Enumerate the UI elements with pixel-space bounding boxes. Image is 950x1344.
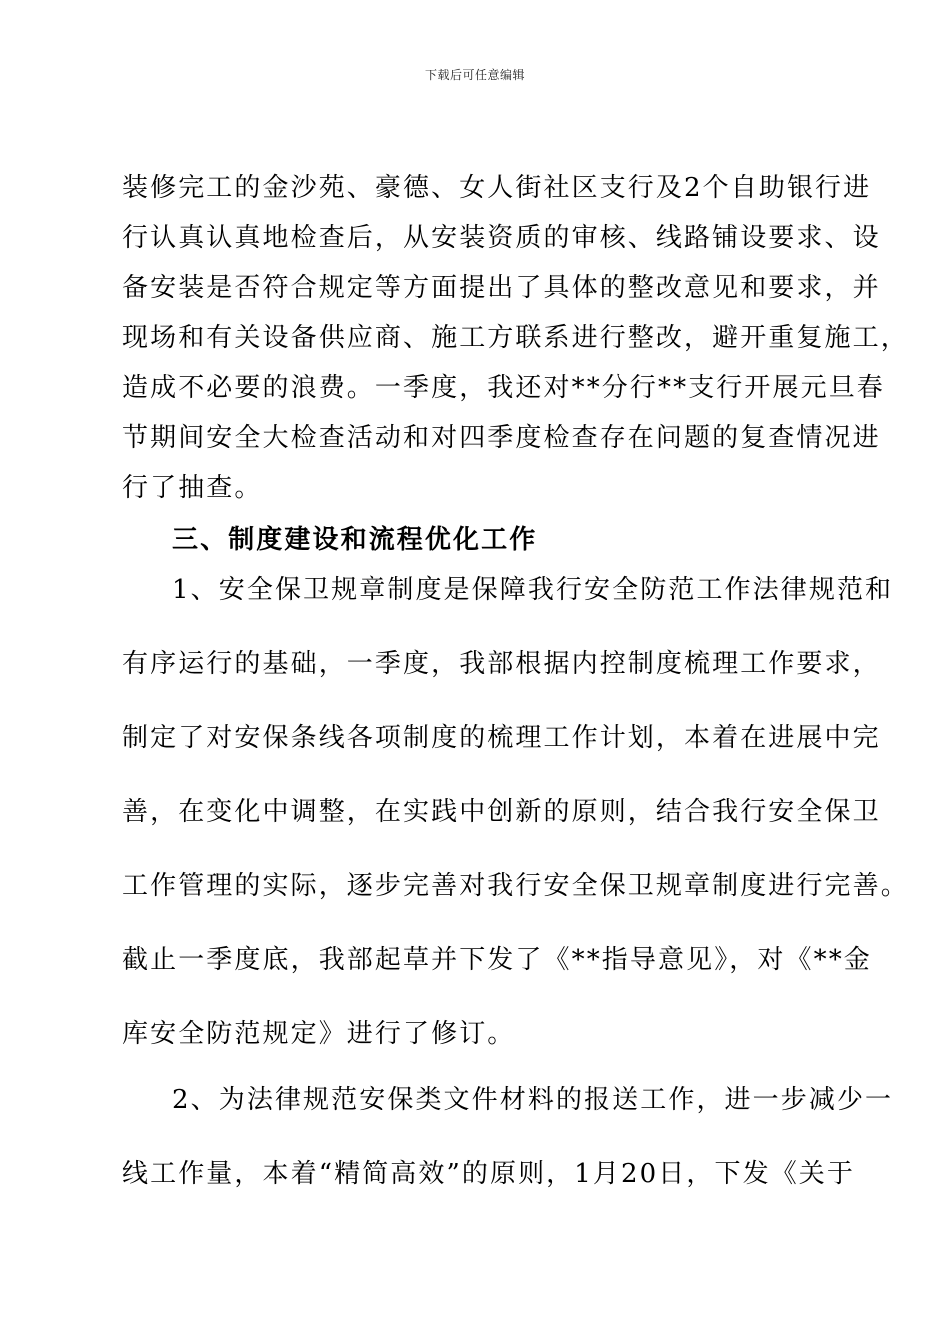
paragraph-line: 制定了对安保条线各项制度的梳理工作计划，本着在进展中完	[122, 723, 881, 753]
paragraph-line: 造成不必要的浪费。一季度，我还对**分行**支行开展元旦春	[122, 373, 885, 403]
paragraph-line: 工作管理的实际，逐步完善对我行安全保卫规章制度进行完善。	[122, 871, 909, 901]
paragraph-line: 1、安全保卫规章制度是保障我行安全防范工作法律规范和	[172, 575, 894, 605]
paragraph-line: 行认真认真地检查后，从安装资质的审核、线路铺设要求、设	[122, 223, 881, 253]
paragraph-line: 2、为法律规范安保类文件材料的报送工作，进一步减少一	[172, 1085, 894, 1115]
section-heading: 三、制度建设和流程优化工作	[172, 525, 538, 555]
paragraph-line: 现场和有关设备供应商、施工方联系进行整改，避开重复施工，	[122, 323, 909, 353]
download-note: 下载后可任意编辑	[424, 68, 525, 82]
paragraph-line: 节期间安全大检查活动和对四季度检查存在问题的复查情况进	[122, 423, 881, 453]
paragraph-line: 库安全防范规定》进行了修订。	[122, 1019, 516, 1049]
paragraph-line: 线工作量，本着“精简高效”的原则，1月20日，下发《关于	[122, 1159, 856, 1189]
paragraph-line: 有序运行的基础，一季度，我部根据内控制度梳理工作要求，	[122, 649, 881, 679]
paragraph-line: 装修完工的金沙苑、豪德、女人街社区支行及2个自助银行进	[122, 173, 872, 203]
paragraph-line: 截止一季度底，我部起草并下发了《**指导意见》，对《**金	[122, 945, 872, 975]
paragraph-line: 行了抽查。	[122, 473, 263, 503]
paragraph-line: 备安装是否符合规定等方面提出了具体的整改意见和要求，并	[122, 273, 881, 303]
paragraph-line: 善，在变化中调整，在实践中创新的原则，结合我行安全保卫	[122, 797, 881, 827]
